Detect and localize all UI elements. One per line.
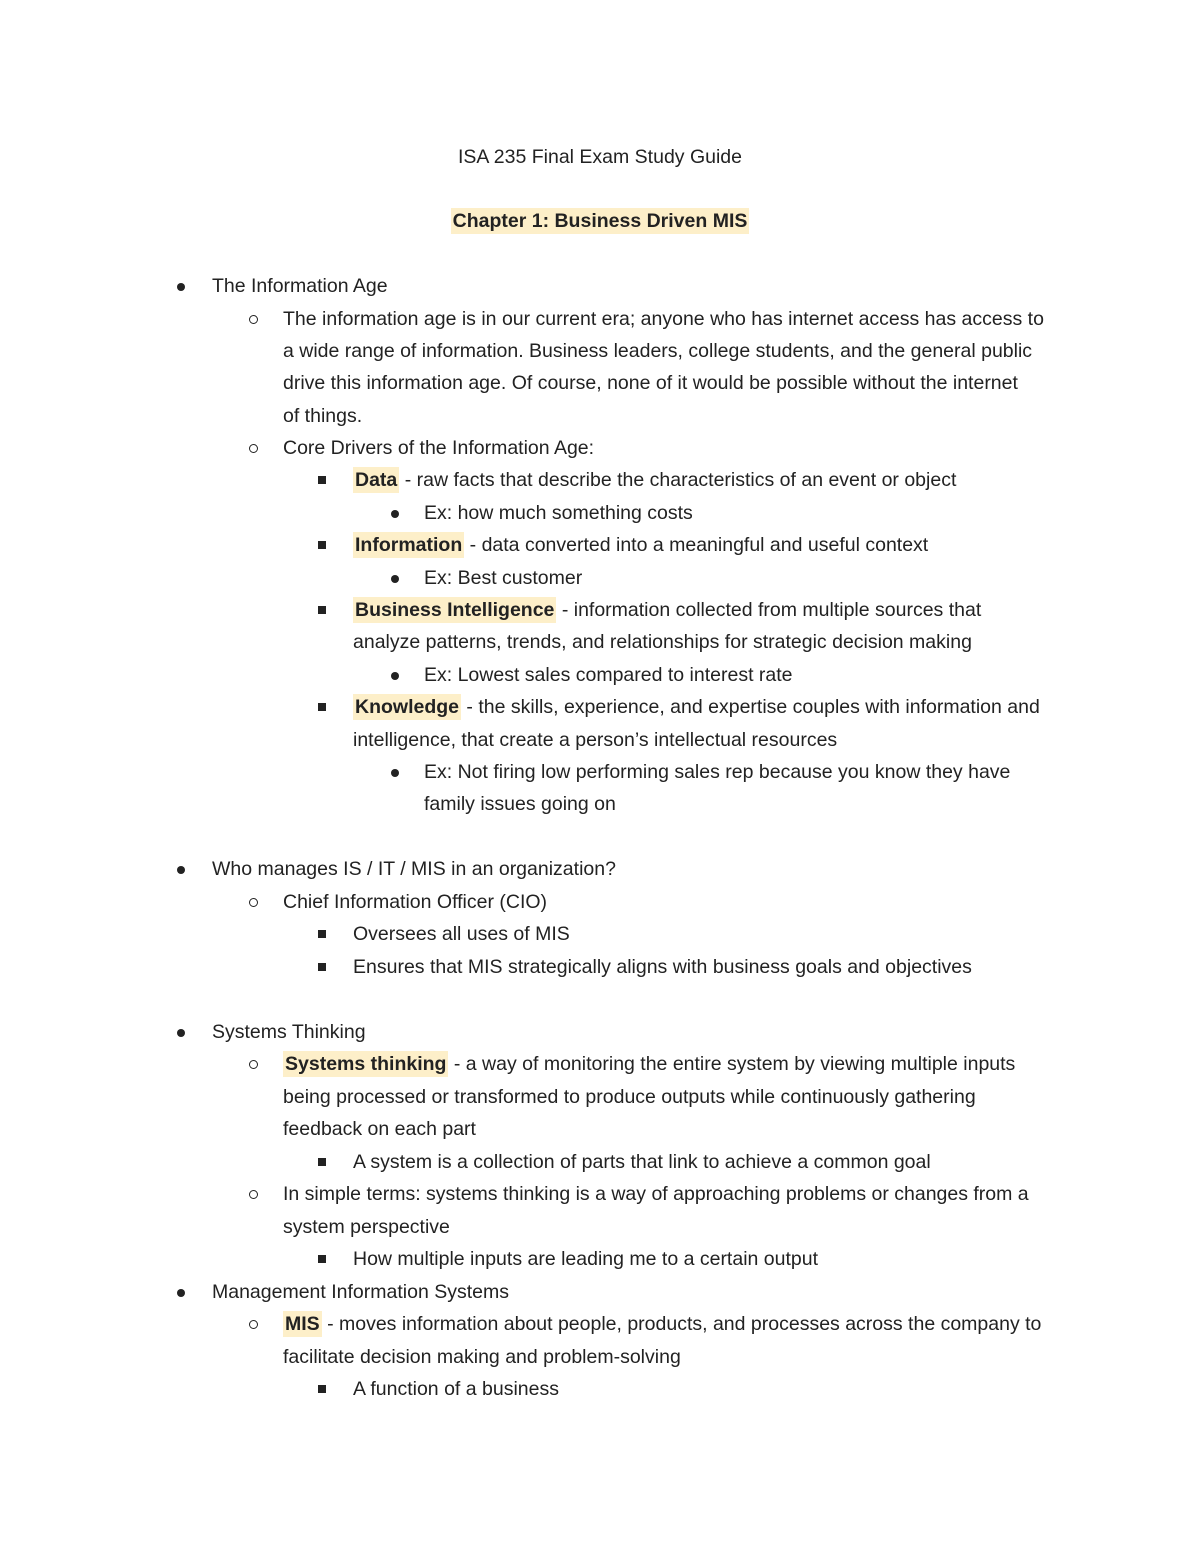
definition [283,1049,1015,1079]
definition [283,1309,1041,1339]
definition-text: - a way of monitoring the entire system by viewing multiple inputs [448,1053,1016,1075]
definition-text: intelligence, that create a person’s intellectual resources [353,729,838,751]
paragraph-line: The information age is in our current era; anyone who has internet access has access to [283,308,1044,330]
example-text: Ex: Lowest sales compared to interest rate [424,664,793,686]
list-text: A function of a business [353,1378,559,1400]
list-item [0,563,1200,595]
list-item [0,465,1200,497]
definition [353,530,928,560]
list-item [0,304,1200,336]
term-mis: MIS [285,1313,320,1335]
list-item [0,854,1200,886]
paragraph-continuation [0,1212,1200,1244]
definition-text: analyze patterns, trends, and relationships for strategic decision making [353,631,972,653]
chapter-heading-text: Chapter 1: Business Driven MIS [452,210,748,232]
list-text: Ensures that MIS strategically aligns with business goals and objectives [353,956,972,978]
square-bullet-icon [318,1255,326,1263]
filled-bullet-icon [177,1029,185,1037]
paragraph-line: a wide range of information. Business leaders, college students, and the general public [283,340,1033,362]
chapter-heading [0,206,1200,236]
list-item [0,757,1200,789]
paragraph-continuation [0,368,1200,400]
square-bullet-icon [318,1385,326,1393]
definition-text: - moves information about people, products, and processes across the company to [321,1313,1042,1335]
paragraph-line: drive this information age. Of course, none of it would be possible without the internet [283,372,1018,394]
list-item [0,433,1200,465]
term-knowledge: Knowledge [355,696,460,718]
list-item [0,660,1200,692]
definition-text: - the skills, experience, and expertise couples with information and [461,696,1040,718]
subheading: Chief Information Officer (CIO) [283,891,548,913]
filled-bullet-icon [391,769,399,777]
list-item [0,1147,1200,1179]
list-text: How multiple inputs are leading me to a certain output [353,1248,819,1270]
filled-bullet-icon [177,283,185,291]
example-text: family issues going on [424,793,616,815]
definition-text: being processed or transformed to produce outputs while continuously gathering [283,1086,976,1108]
paragraph-continuation [0,1342,1200,1374]
hollow-bullet-icon [249,315,258,324]
subheading: Core Drivers of the Information Age: [283,437,595,459]
hollow-bullet-icon [249,898,258,907]
term-information: Information [355,534,463,556]
definition [353,465,956,495]
hollow-bullet-icon [249,1190,258,1199]
paragraph-line: In simple terms: systems thinking is a way of approaching problems or changes from a [283,1183,1029,1205]
list-text: A system is a collection of parts that link to achieve a common goal [353,1151,931,1173]
paragraph-continuation [0,401,1200,433]
definition-text: - raw facts that describe the characteristics of an event or object [399,469,957,491]
hollow-bullet-icon [249,1320,258,1329]
section-heading: The Information Age [212,275,388,297]
document-title: ISA 235 Final Exam Study Guide [458,146,742,168]
list-item [0,952,1200,984]
paragraph-continuation [0,725,1200,757]
list-item [0,919,1200,951]
paragraph-continuation [0,1082,1200,1114]
paragraph-continuation [0,627,1200,659]
list-item [0,1017,1200,1049]
filled-bullet-icon [391,575,399,583]
definition-text: - information collected from multiple sources that [556,599,982,621]
list-item [0,692,1200,724]
section-heading: Systems Thinking [212,1021,366,1043]
paragraph-line: of things. [283,405,363,427]
example-text: Ex: how much something costs [424,502,693,524]
example-text: Ex: Not firing low performing sales rep because you know they have [424,761,1011,783]
filled-bullet-icon [391,510,399,518]
paragraph-continuation [0,1114,1200,1146]
term-business-intelligence: Business Intelligence [355,599,555,621]
square-bullet-icon [318,963,326,971]
hollow-bullet-icon [249,1060,258,1069]
hollow-bullet-icon [249,444,258,453]
square-bullet-icon [318,606,326,614]
square-bullet-icon [318,476,326,484]
list-item [0,271,1200,303]
filled-bullet-icon [391,672,399,680]
list-item [0,595,1200,627]
list-item [0,1244,1200,1276]
definition-text: feedback on each part [283,1118,476,1140]
section-heading: Management Information Systems [212,1281,509,1303]
term-systems-thinking: Systems thinking [285,1053,447,1075]
list-item [0,887,1200,919]
list-item [0,1049,1200,1081]
list-item [0,1309,1200,1341]
filled-bullet-icon [177,866,185,874]
section-heading: Who manages IS / IT / MIS in an organization? [212,858,616,880]
list-item [0,498,1200,530]
list-item [0,1179,1200,1211]
list-item [0,1374,1200,1406]
list-item [0,1277,1200,1309]
filled-bullet-icon [177,1289,185,1297]
list-text: Oversees all uses of MIS [353,923,570,945]
paragraph-line: system perspective [283,1216,450,1238]
definition [353,692,1040,722]
definition-text: facilitate decision making and problem-solving [283,1346,681,1368]
definition-text: - data converted into a meaningful and useful context [464,534,929,556]
square-bullet-icon [318,930,326,938]
paragraph-continuation [0,789,1200,821]
definition [353,595,981,625]
paragraph-continuation [0,336,1200,368]
list-item [0,530,1200,562]
square-bullet-icon [318,703,326,711]
square-bullet-icon [318,1158,326,1166]
square-bullet-icon [318,541,326,549]
example-text: Ex: Best customer [424,567,583,589]
term-data: Data [355,469,398,491]
